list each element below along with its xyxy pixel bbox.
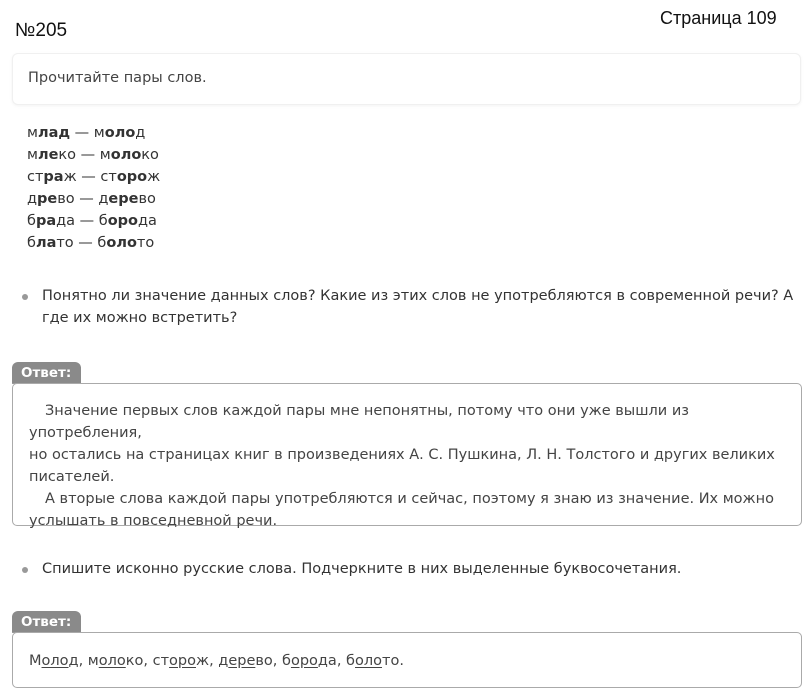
- bullet-icon: [22, 294, 28, 300]
- word-pair: блато — болото: [27, 235, 155, 251]
- answer-label-tab: Ответ:: [12, 611, 81, 633]
- question-2: Спишите исконно русские слова. Подчеркните в них выделенные буквосочетания.: [22, 558, 802, 580]
- word-pair: млад — молод: [27, 125, 146, 141]
- answer-text: писателей.: [29, 469, 115, 485]
- bullet-icon: [22, 567, 28, 573]
- page-number-label: Страница 109: [660, 8, 777, 28]
- word-pair: брада — борода: [27, 213, 157, 229]
- answer-box: [12, 632, 802, 688]
- answer-text: Значение первых слов каждой пары мне непонятны, потому что они уже вышли из употребления,: [29, 403, 689, 441]
- task-number: №205: [15, 20, 68, 41]
- answer-text: услышать в повседневной речи.: [29, 513, 278, 529]
- answer-box: [12, 383, 802, 529]
- question-1: Понятно ли значение данных слов? Какие из этих слов не употребляются в современной речи? А где их можно встретить?: [22, 285, 802, 329]
- word-pair: страж — сторож: [27, 169, 161, 185]
- word-pairs-list: [27, 122, 160, 254]
- word-pair: млеко — молоко: [27, 147, 159, 163]
- instruction-card: [12, 53, 801, 105]
- instruction-text: Прочитайте пары слов.: [28, 70, 207, 86]
- answer-text: А вторые слова каждой пары употребляются и сейчас, поэтому я знаю из значение. Их можно: [45, 491, 774, 507]
- answer-text: но остались на страницах книг в произведениях А. С. Пушкина, Л. Н. Толстого и других великих: [29, 447, 775, 463]
- answer-text: Молод, молоко, сторож, дерево, борода, болото.: [29, 653, 404, 669]
- answer-label-tab: Ответ:: [12, 362, 81, 384]
- word-pair: древо — дерево: [27, 191, 156, 207]
